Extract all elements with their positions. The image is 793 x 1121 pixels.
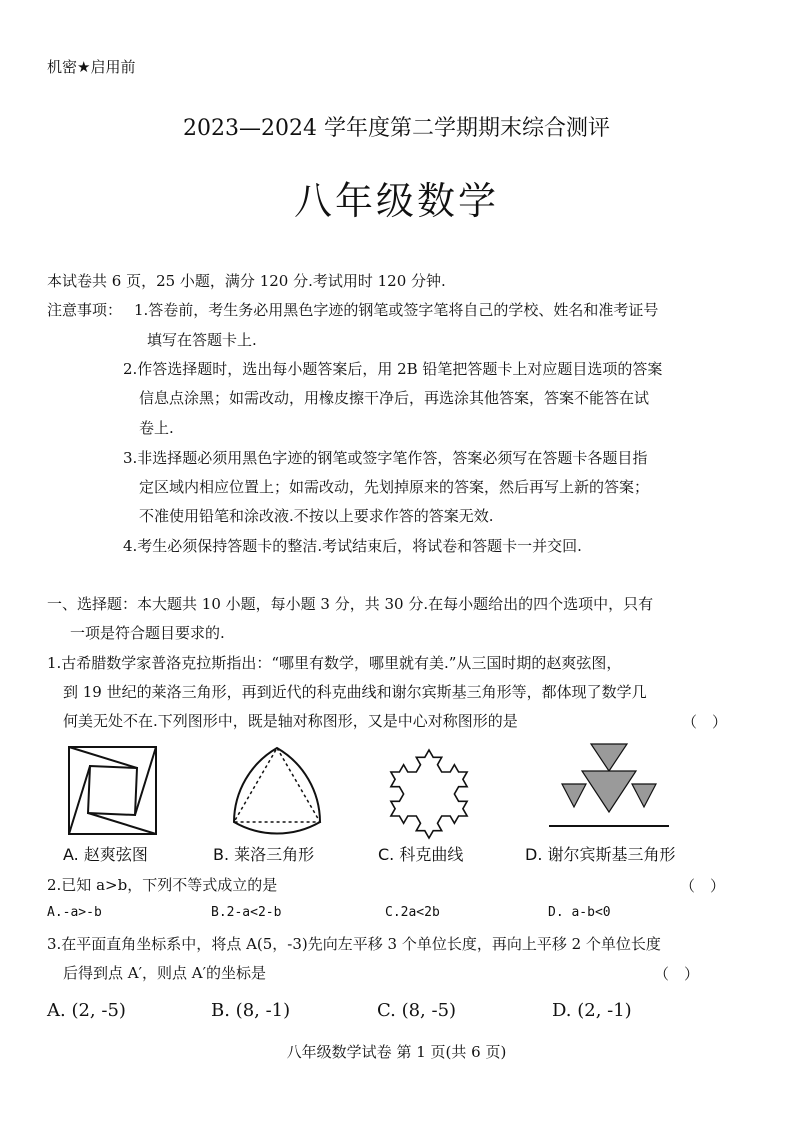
notice-item-2-line-2: 信息点涂黑；如需改动，用橡皮擦干净后，再选涂其他答案，答案不能答在试: [139, 389, 650, 407]
notice-item-2-line-3: 卷上.: [139, 419, 174, 437]
question-3-stem-line-1: 3.在平面直角坐标系中，将点 A(5，-3)先向左平移 3 个单位长度，再向上平移 2 个单位长度: [47, 935, 661, 953]
question-2-answer-paren: （ ）: [680, 877, 726, 895]
question-1-stem-line-1: 1.古希腊数学家普洛克拉斯指出：“哪里有数学，哪里就有美.”从三国时期的赵爽弦图，: [47, 654, 622, 672]
notice-item-3-line-1: 3.非选择题必须用黑色字迹的钢笔或签字笔作答，答案必须写在答题卡各题目指: [123, 449, 648, 467]
notice-item-3-line-2: 定区域内相应位置上；如需改动，先划掉原来的答案，然后再写上新的答案；: [139, 478, 650, 496]
question-1-option-d[interactable]: D. 谢尔宾斯基三角形: [525, 845, 676, 864]
notice-label: 注意事项：: [47, 301, 123, 319]
question-3-option-c[interactable]: C. (8, -5): [377, 1000, 457, 1021]
question-2-option-d[interactable]: D. a-b<0: [548, 905, 611, 920]
section-1-heading-line-2: 一项是符合题目要求的.: [70, 624, 225, 642]
question-2-option-c[interactable]: C.2a<2b: [385, 905, 440, 920]
notice-item-1-line-2: 填写在答题卡上.: [147, 331, 257, 349]
question-1-answer-paren: （ ）: [682, 713, 728, 731]
question-1-option-c[interactable]: C. 科克曲线: [378, 845, 464, 864]
figure-zhao-shuang-diagram: [68, 746, 158, 836]
figure-sierpinski-triangle: [549, 740, 669, 830]
question-1-stem-line-3: 何美无处不在.下列图形中，既是轴对称图形，又是中心对称图形的是: [63, 712, 518, 730]
notice-item-2-line-1: 2.作答选择题时，选出每小题答案后，用 2B 铅笔把答题卡上对应题目选项的答案: [123, 360, 663, 378]
subject-title: 八年级数学: [293, 179, 499, 223]
question-2-option-a[interactable]: A.-a>-b: [47, 905, 102, 920]
notice-item-1-line-1: 1.答卷前，考生务必用黑色字迹的钢笔或签字笔将自己的学校、姓名和准考证号: [134, 301, 659, 319]
exam-intro: 本试卷共 6 页，25 小题，满分 120 分.考试用时 120 分钟.: [47, 272, 446, 290]
confidential-label: 机密★启用前: [47, 58, 136, 76]
notice-item-4-line-1: 4.考生必须保持答题卡的整洁.考试结束后，将试卷和答题卡一并交回.: [123, 537, 582, 555]
page-footer: 八年级数学试卷 第 1 页(共 6 页): [286, 1043, 507, 1061]
question-3-stem-line-2: 后得到点 A′，则点 A′的坐标是: [63, 964, 267, 982]
question-3-option-b[interactable]: B. (8, -1): [211, 1000, 291, 1021]
figure-reuleaux-triangle: [227, 742, 327, 842]
question-3-answer-paren: （ ）: [654, 965, 700, 983]
question-1-option-b[interactable]: B. 莱洛三角形: [213, 845, 315, 864]
figure-koch-snowflake: [379, 742, 479, 842]
question-3-option-a[interactable]: A. (2, -5): [47, 1000, 126, 1021]
question-2-option-b[interactable]: B.2-a<2-b: [211, 905, 282, 920]
section-1-heading: 一、选择题：本大题共 10 小题，每小题 3 分，共 30 分.在每小题给出的四个选项中，只有: [47, 595, 654, 613]
notice-item-3-line-3: 不准使用铅笔和涂改液.不按以上要求作答的答案无效.: [139, 507, 494, 525]
question-1-option-a[interactable]: A. 赵爽弦图: [63, 845, 148, 864]
exam-title: 2023—2024 学年度第二学期期末综合测评: [183, 116, 610, 141]
question-2-stem: 2.已知 a>b，下列不等式成立的是: [47, 876, 278, 894]
question-3-option-d[interactable]: D. (2, -1): [552, 1000, 632, 1021]
question-1-stem-line-2: 到 19 世纪的莱洛三角形，再到近代的科克曲线和谢尔宾斯基三角形等，都体现了数学几: [63, 683, 647, 701]
